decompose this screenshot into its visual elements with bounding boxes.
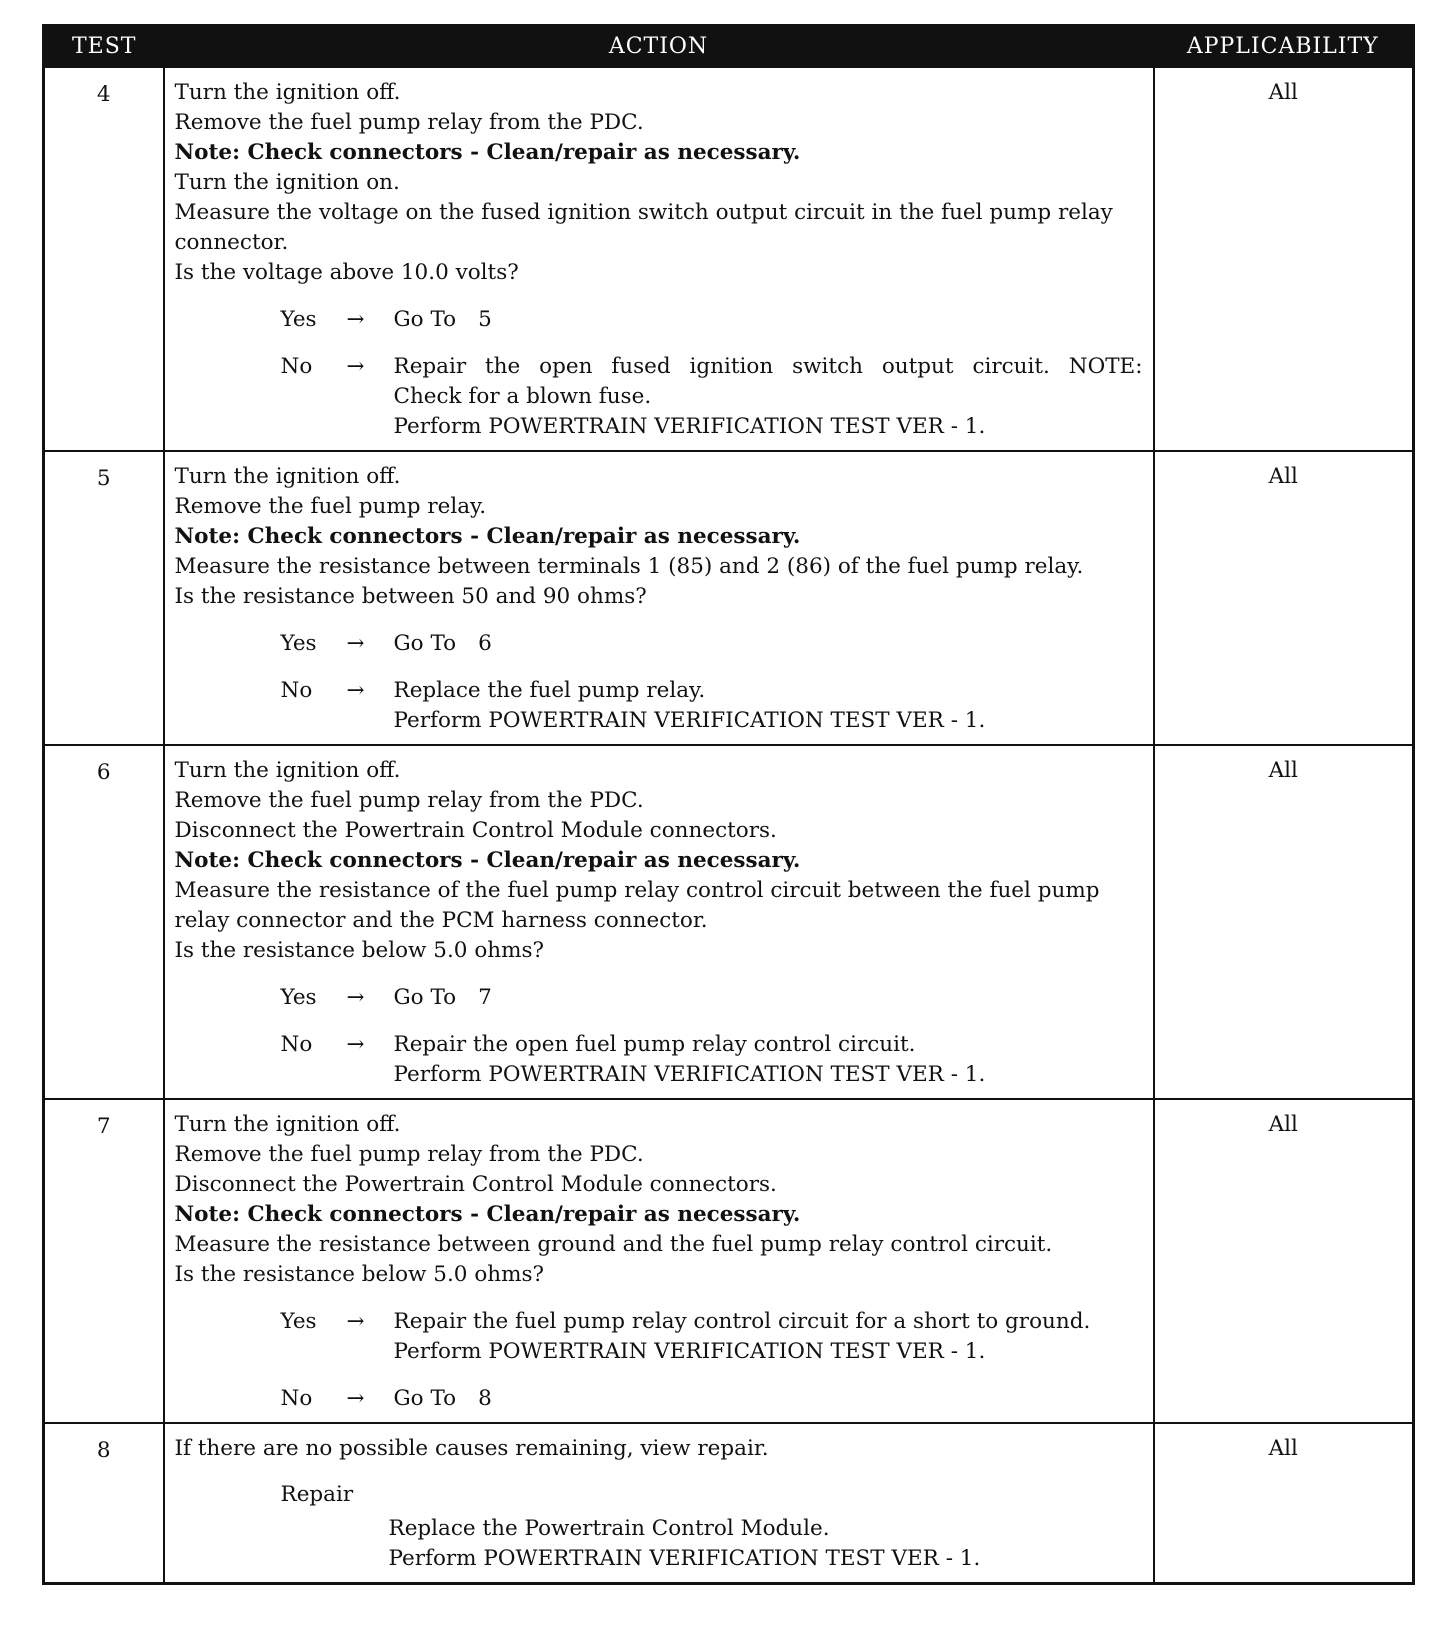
yes-outcome <box>175 1307 1143 1367</box>
action-step: Measure the resistance between ground and the fuel pump relay control circuit. <box>174 1232 1053 1257</box>
action-step: Turn the ignition off. <box>174 464 401 489</box>
no-outcome <box>175 352 1143 442</box>
diagnostic-page <box>42 24 1412 1585</box>
no-result-line: Perform POWERTRAIN VERIFICATION TEST VER - 1. <box>393 414 986 439</box>
goto-text: Go To <box>393 631 457 656</box>
arrow-right-icon: → <box>346 307 365 332</box>
goto-text: Go To <box>393 1386 457 1411</box>
yes-label: Yes <box>280 631 317 656</box>
arrow-right-icon: → <box>346 354 365 379</box>
no-result-line: Perform POWERTRAIN VERIFICATION TEST VER - 1. <box>393 708 986 733</box>
action-step: Remove the fuel pump relay from the PDC. <box>174 788 644 813</box>
action-cell <box>164 1423 1154 1584</box>
yes-result <box>394 983 1143 1013</box>
yes-label: Yes <box>280 985 317 1010</box>
no-outcome <box>175 1384 1143 1414</box>
applicability-cell: All <box>1154 451 1414 745</box>
test-row-4 <box>44 67 1414 451</box>
action-step: Turn the ignition off. <box>174 1112 401 1137</box>
arrow-right-icon: → <box>346 1309 365 1334</box>
no-label: No <box>280 1386 313 1411</box>
no-outcome <box>175 1030 1143 1090</box>
yes-label: Yes <box>280 307 317 332</box>
goto-number: 8 <box>478 1386 492 1411</box>
no-result <box>394 1384 1143 1414</box>
action-note: Note: Check connectors - Clean/repair as necessary. <box>174 848 801 873</box>
action-note: Note: Check connectors - Clean/repair as necessary. <box>174 524 801 549</box>
test-number: 4 <box>44 67 164 451</box>
no-result-line: Repair the open fused ignition switch output circuit. NOTE: <box>393 354 1143 379</box>
no-result-line: Perform POWERTRAIN VERIFICATION TEST VER - 1. <box>393 1062 986 1087</box>
goto-text: Go To <box>393 307 457 332</box>
no-result-line: Replace the fuel pump relay. <box>393 678 706 703</box>
action-note: Note: Check connectors - Clean/repair as necessary. <box>174 140 801 165</box>
no-result-line: Repair the open fuel pump relay control circuit. <box>393 1032 916 1057</box>
repair-instructions <box>389 1514 1143 1574</box>
action-step: Measure the voltage on the fused ignition switch output circuit in the fuel pump relay <box>174 200 1113 225</box>
yes-outcome <box>175 305 1143 335</box>
action-question: Is the voltage above 10.0 volts? <box>174 260 519 285</box>
yes-outcome <box>175 629 1143 659</box>
header-action: ACTION <box>164 26 1154 68</box>
test-row-7 <box>44 1099 1414 1423</box>
yes-result <box>394 305 1143 335</box>
action-question: Is the resistance between 50 and 90 ohms? <box>174 584 647 609</box>
goto-number: 7 <box>478 985 492 1010</box>
arrow-right-icon: → <box>346 1386 365 1411</box>
action-step: connector. <box>174 230 289 255</box>
yes-result <box>394 1307 1143 1367</box>
action-question: Is the resistance below 5.0 ohms? <box>174 938 545 963</box>
diagnostic-test-table <box>42 24 1415 1585</box>
yes-label: Yes <box>280 1309 317 1334</box>
action-step: relay connector and the PCM harness connector. <box>174 908 708 933</box>
repair-block <box>281 1480 1143 1574</box>
no-result <box>394 1030 1143 1090</box>
arrow-right-icon: → <box>346 985 365 1010</box>
no-result <box>394 352 1143 442</box>
header-applicability: APPLICABILITY <box>1154 26 1414 68</box>
test-row-6 <box>44 745 1414 1099</box>
action-step: Measure the resistance between terminals 1 (85) and 2 (86) of the fuel pump relay. <box>174 554 1084 579</box>
goto-text: Go To <box>393 985 457 1010</box>
repair-line: Replace the Powertrain Control Module. <box>388 1516 830 1541</box>
action-step: If there are no possible causes remaining, view repair. <box>174 1436 769 1461</box>
action-cell <box>164 451 1154 745</box>
goto-number: 5 <box>478 307 492 332</box>
action-note: Note: Check connectors - Clean/repair as necessary. <box>174 1202 801 1227</box>
test-number: 5 <box>44 451 164 745</box>
action-step: Disconnect the Powertrain Control Module connectors. <box>174 1172 777 1197</box>
applicability-cell: All <box>1154 1099 1414 1423</box>
action-step: Disconnect the Powertrain Control Module connectors. <box>174 818 777 843</box>
no-label: No <box>280 354 313 379</box>
action-step: Remove the fuel pump relay from the PDC. <box>174 110 644 135</box>
table-header <box>44 26 1414 68</box>
arrow-right-icon: → <box>346 631 365 656</box>
repair-line: Perform POWERTRAIN VERIFICATION TEST VER - 1. <box>388 1546 981 1571</box>
action-cell <box>164 67 1154 451</box>
applicability-cell: All <box>1154 745 1414 1099</box>
yes-result-line: Perform POWERTRAIN VERIFICATION TEST VER - 1. <box>393 1339 986 1364</box>
arrow-right-icon: → <box>346 1032 365 1057</box>
no-result <box>394 676 1143 736</box>
test-row-5 <box>44 451 1414 745</box>
arrow-right-icon: → <box>346 678 365 703</box>
no-label: No <box>280 1032 313 1057</box>
action-step: Measure the resistance of the fuel pump relay control circuit between the fuel pump <box>174 878 1100 903</box>
test-number: 7 <box>44 1099 164 1423</box>
test-row-8 <box>44 1423 1414 1584</box>
header-test: TEST <box>44 26 164 68</box>
applicability-cell: All <box>1154 67 1414 451</box>
action-step: Remove the fuel pump relay from the PDC. <box>174 1142 644 1167</box>
yes-result <box>394 629 1143 659</box>
action-question: Is the resistance below 5.0 ohms? <box>174 1262 545 1287</box>
action-step: Turn the ignition off. <box>174 758 401 783</box>
action-step: Turn the ignition off. <box>174 80 401 105</box>
yes-result-line: Repair the fuel pump relay control circuit for a short to ground. <box>393 1309 1091 1334</box>
action-step: Remove the fuel pump relay. <box>174 494 487 519</box>
action-step: Turn the ignition on. <box>174 170 400 195</box>
test-number: 6 <box>44 745 164 1099</box>
applicability-cell: All <box>1154 1423 1414 1584</box>
action-cell <box>164 745 1154 1099</box>
header-row <box>44 26 1414 68</box>
repair-label: Repair <box>280 1482 354 1507</box>
no-outcome <box>175 676 1143 736</box>
no-result-line: Check for a blown fuse. <box>393 384 652 409</box>
action-cell <box>164 1099 1154 1423</box>
yes-outcome <box>175 983 1143 1013</box>
goto-number: 6 <box>478 631 492 656</box>
test-number: 8 <box>44 1423 164 1584</box>
no-label: No <box>280 678 313 703</box>
